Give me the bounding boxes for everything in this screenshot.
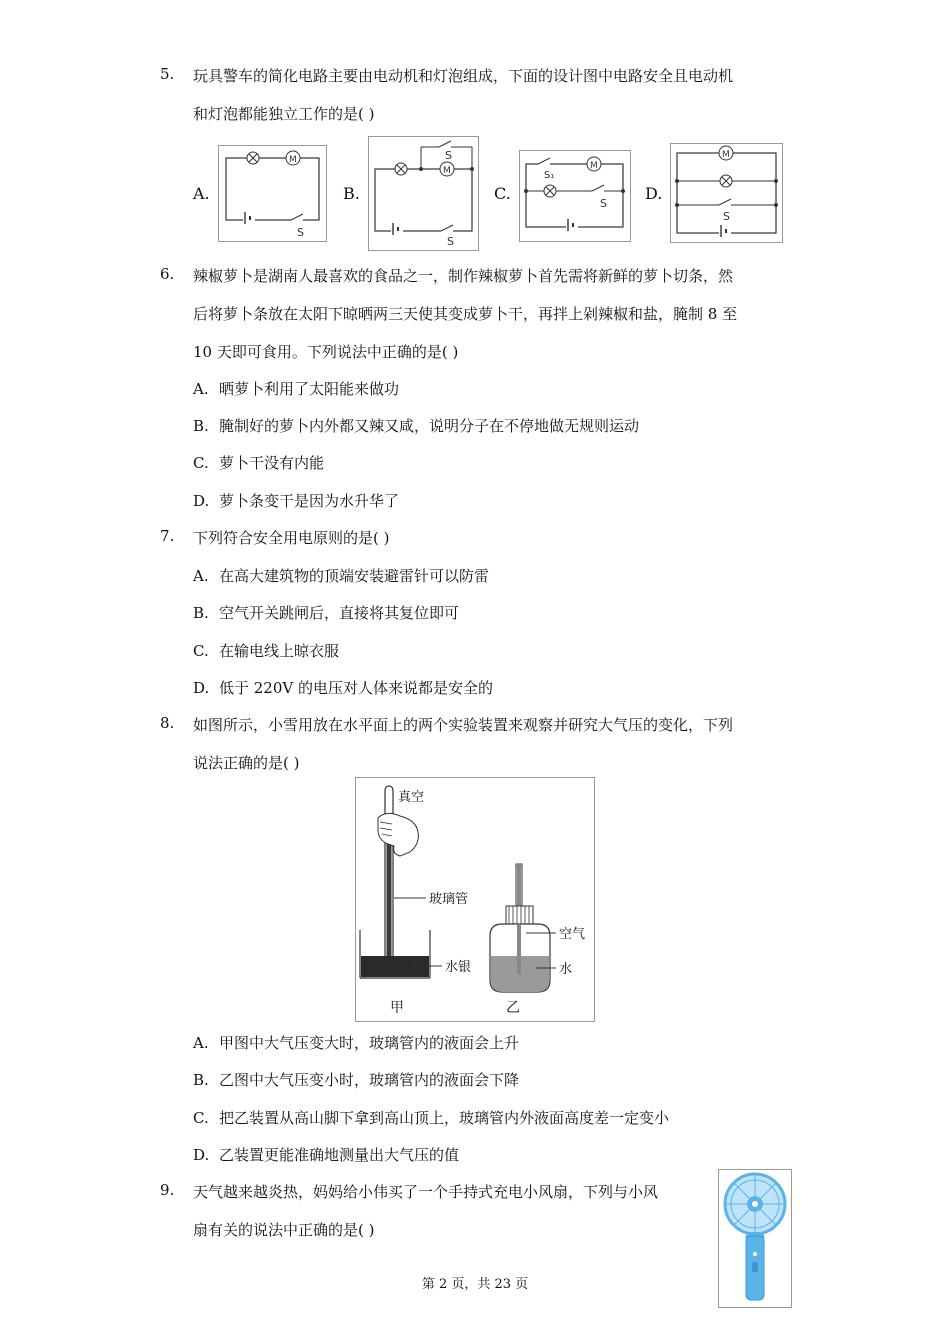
- q8-option-b-letter: B.: [193, 1071, 209, 1089]
- q6-option-d: [193, 490, 399, 511]
- q5c-switch1-label: S₁: [544, 170, 555, 181]
- q5-circuit-d: [670, 143, 783, 243]
- q5-option-b-label: B.: [343, 184, 360, 203]
- q5-stem-line1: 玩具警车的简化电路主要由电动机和灯泡组成，下面的设计图中电路安全且电动机: [193, 67, 734, 85]
- q8-yi-label: 乙: [506, 1000, 520, 1016]
- q7-option-c-letter: C.: [193, 642, 209, 660]
- q8-option-d-letter: D.: [193, 1146, 210, 1164]
- q8-option-d-text: 乙装置更能准确地测量出大气压的值: [219, 1146, 460, 1164]
- q5-number: 5.: [160, 65, 175, 83]
- q9-stem-line1: 天气越来越炎热，妈妈给小伟买了一个手持式充电小风扇，下列与小风: [193, 1183, 659, 1201]
- q8-barometer-figure: [355, 777, 595, 1022]
- q5c-switch2-label: S: [600, 197, 607, 210]
- q5b-switch1-label: S: [445, 149, 452, 162]
- q5d-motor-label: M: [722, 150, 730, 160]
- q7-number: 7.: [160, 527, 175, 545]
- q6-option-a-letter: A.: [193, 380, 209, 398]
- q7-option-b: [193, 602, 459, 623]
- q5-option-d-label: D.: [645, 184, 663, 203]
- q9-stem-line2: 扇有关的说法中正确的是( ): [193, 1221, 375, 1239]
- q7-option-d-letter: D.: [193, 679, 210, 697]
- q7-option-c-text: 在输电线上晾衣服: [219, 642, 340, 660]
- q7-option-c: [193, 640, 339, 661]
- q6-option-c: [193, 452, 324, 473]
- q7-option-d-text: 低于 220V 的电压对人体来说都是安全的: [219, 679, 494, 697]
- q8-water-label: 水: [559, 962, 573, 977]
- q5-circuit-b: [368, 136, 479, 251]
- q8-stem-line1: 如图所示，小雪用放在水平面上的两个实验装置来观察并研究大气压的变化，下列: [193, 716, 734, 734]
- q8-option-a: [193, 1032, 519, 1053]
- q8-option-c: [193, 1107, 669, 1128]
- q5b-motor-label: M: [443, 166, 451, 176]
- q7-option-b-text: 空气开关跳闸后，直接将其复位即可: [219, 604, 460, 622]
- q9-number: 9.: [160, 1181, 175, 1199]
- q8-option-b-text: 乙图中大气压变小时，玻璃管内的液面会下降: [219, 1071, 520, 1089]
- q8-jia-label: 甲: [390, 1000, 404, 1016]
- q5-circuit-a: [218, 145, 327, 242]
- q6-number: 6.: [160, 265, 175, 283]
- q8-air-label: 空气: [559, 927, 586, 942]
- q6-stem-line1: 辣椒萝卜是湖南人最喜欢的食品之一，制作辣椒萝卜首先需将新鲜的萝卜切条，然: [193, 267, 734, 285]
- q8-tube-label: 玻璃管: [429, 892, 469, 907]
- q8-vacuum-label: 真空: [398, 790, 425, 805]
- q5a-switch-label: S: [297, 226, 304, 239]
- q8-option-c-text: 把乙装置从高山脚下拿到高山顶上，玻璃管内外液面高度差一定变小: [219, 1109, 670, 1127]
- q5-option-c-label: C.: [494, 184, 511, 203]
- q8-option-a-letter: A.: [193, 1034, 209, 1052]
- q5d-switch-label: S: [723, 210, 730, 223]
- q6-option-b-letter: B.: [193, 417, 209, 435]
- q8-mercury-label: 水银: [445, 960, 472, 975]
- q7-stem-line1: 下列符合安全用电原则的是( ): [193, 529, 390, 547]
- q6-option-c-text: 萝卜干没有内能: [219, 454, 325, 472]
- q6-option-b-text: 腌制好的萝卜内外都又辣又咸，说明分子在不停地做无规则运动: [219, 417, 640, 435]
- q5c-motor-label: M: [590, 161, 598, 171]
- q7-option-d: [193, 677, 493, 698]
- q6-option-b: [193, 415, 639, 436]
- q6-stem-line3: 10 天即可食用。下列说法中正确的是( ): [193, 343, 459, 361]
- q5-option-a-label: A.: [193, 184, 210, 203]
- q7-option-a-letter: A.: [193, 567, 209, 585]
- q7-option-b-letter: B.: [193, 604, 209, 622]
- q6-option-a: [193, 378, 399, 399]
- q8-stem-line2: 说法正确的是( ): [193, 754, 300, 772]
- q6-option-d-text: 萝卜条变干是因为水升华了: [219, 492, 400, 510]
- q6-option-d-letter: D.: [193, 492, 210, 510]
- q5a-motor-label: M: [289, 155, 297, 165]
- q6-option-c-letter: C.: [193, 454, 209, 472]
- q6-option-a-text: 晒萝卜利用了太阳能来做功: [219, 380, 400, 398]
- q7-option-a-text: 在高大建筑物的顶端安装避雷针可以防雷: [219, 567, 490, 585]
- page-footer: 第 2 页，共 23 页: [421, 1277, 529, 1292]
- q8-option-a-text: 甲图中大气压变大时，玻璃管内的液面会上升: [219, 1034, 520, 1052]
- q8-option-c-letter: C.: [193, 1109, 209, 1127]
- q5b-switch2-label: S: [447, 235, 454, 248]
- q8-number: 8.: [160, 714, 175, 732]
- q8-option-d: [193, 1144, 459, 1165]
- q8-option-b: [193, 1069, 519, 1090]
- q7-option-a: [193, 565, 489, 586]
- q5-stem-line2: 和灯泡都能独立工作的是( ): [193, 105, 375, 123]
- q6-stem-line2: 后将萝卜条放在太阳下晾晒两三天使其变成萝卜干，再拌上剁辣椒和盐，腌制 8 至: [193, 305, 738, 323]
- q5-circuit-c: [519, 150, 631, 242]
